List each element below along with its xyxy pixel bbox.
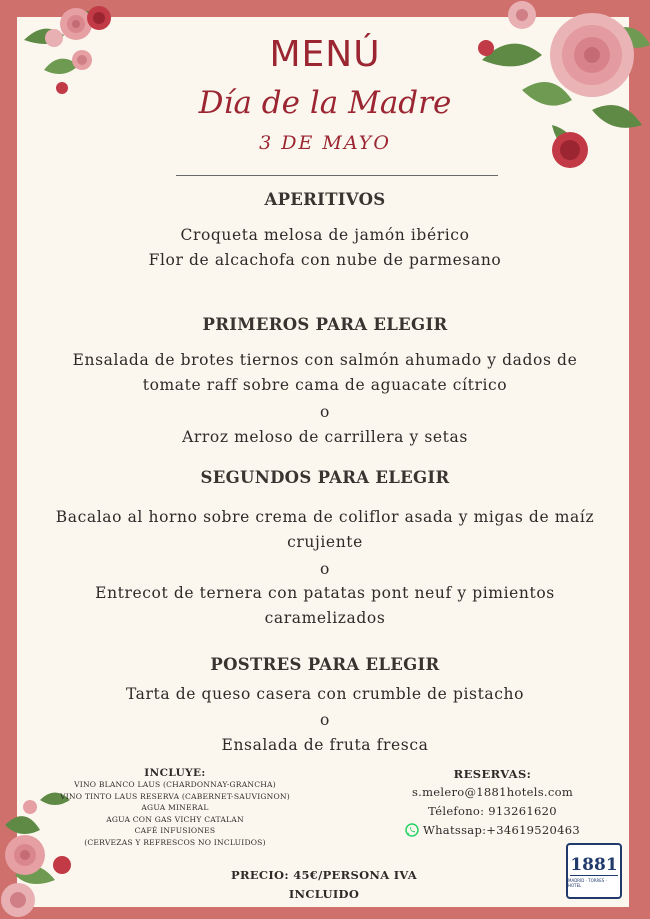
menu-subtitle: Día de la Madre xyxy=(198,85,452,121)
includes-item: AGUA MINERAL xyxy=(141,803,209,813)
menu-separator-o: o xyxy=(320,560,330,578)
menu-item: Tarta de queso casera con crumble de pistacho xyxy=(125,685,525,703)
menu-separator-o: o xyxy=(320,403,330,421)
includes-item: CAFÉ INFUSIONES xyxy=(134,826,216,836)
hotel-logo xyxy=(566,843,622,899)
menu-item: Ensalada de brotes tiernos con salmón ahumado y dados de xyxy=(72,351,578,369)
logo-tagline: MADRID · TORRES · HOTEL xyxy=(568,877,607,888)
menu-date: 3 DE MAYO xyxy=(259,132,391,154)
menu-title: MENÚ xyxy=(269,34,381,75)
price-block xyxy=(220,866,428,904)
menu-item: caramelizados xyxy=(264,609,386,627)
reservations-block xyxy=(390,765,595,840)
menu-item: Entrecot de ternera con patatas pont neuf y pimientos xyxy=(95,584,555,602)
menu-item: Arroz meloso de carrillera y setas xyxy=(182,428,468,446)
menu-item: Croqueta melosa de jamón ibérico xyxy=(180,226,470,244)
reservations-whatsapp-row[interactable] xyxy=(390,821,595,840)
includes-item: AGUA CON GAS VICHY CATALAN xyxy=(106,814,244,824)
includes-block xyxy=(55,767,295,849)
reservations-whatsapp: Whatssap:+34619520463 xyxy=(422,823,581,837)
section-title-segundos: SEGUNDOS PARA ELEGIR xyxy=(200,468,450,487)
includes-title: INCLUYE: xyxy=(144,767,206,779)
price-line: INCLUIDO xyxy=(288,887,360,901)
includes-item: (CERVEZAS Y REFRESCOS NO INCLUIDOS) xyxy=(84,837,266,847)
includes-item: VINO TINTO LAUS RESERVA (CABERNET-SAUVIGNON) xyxy=(60,791,290,801)
reservations-title: RESERVAS: xyxy=(453,767,532,781)
menu-item: Flor de alcachofa con nube de parmesano xyxy=(148,251,502,269)
price-line: PRECIO: 45€/PERSONA IVA xyxy=(231,868,417,882)
header-divider xyxy=(176,175,498,176)
menu-item: Ensalada de fruta fresca xyxy=(221,736,429,754)
menu-item: Bacalao al horno sobre crema de coliflor asada y migas de maíz xyxy=(55,508,595,526)
whatsapp-icon xyxy=(405,823,419,837)
section-title-primeros: PRIMEROS PARA ELEGIR xyxy=(202,315,448,334)
menu-item: tomate raff sobre cama de aguacate cítrico xyxy=(142,376,508,394)
reservations-email[interactable]: s.melero@1881hotels.com xyxy=(411,785,574,799)
reservations-phone[interactable]: Télefono: 913261620 xyxy=(428,804,557,818)
menu-item: crujiente xyxy=(287,533,363,551)
menu-separator-o: o xyxy=(320,711,330,729)
section-title-aperitivos: APERITIVOS xyxy=(264,190,386,209)
includes-item: VINO BLANCO LAUS (CHARDONNAY-GRANCHA) xyxy=(74,780,276,789)
section-title-postres: POSTRES PARA ELEGIR xyxy=(210,655,440,674)
logo-number: 1881 xyxy=(570,854,618,875)
